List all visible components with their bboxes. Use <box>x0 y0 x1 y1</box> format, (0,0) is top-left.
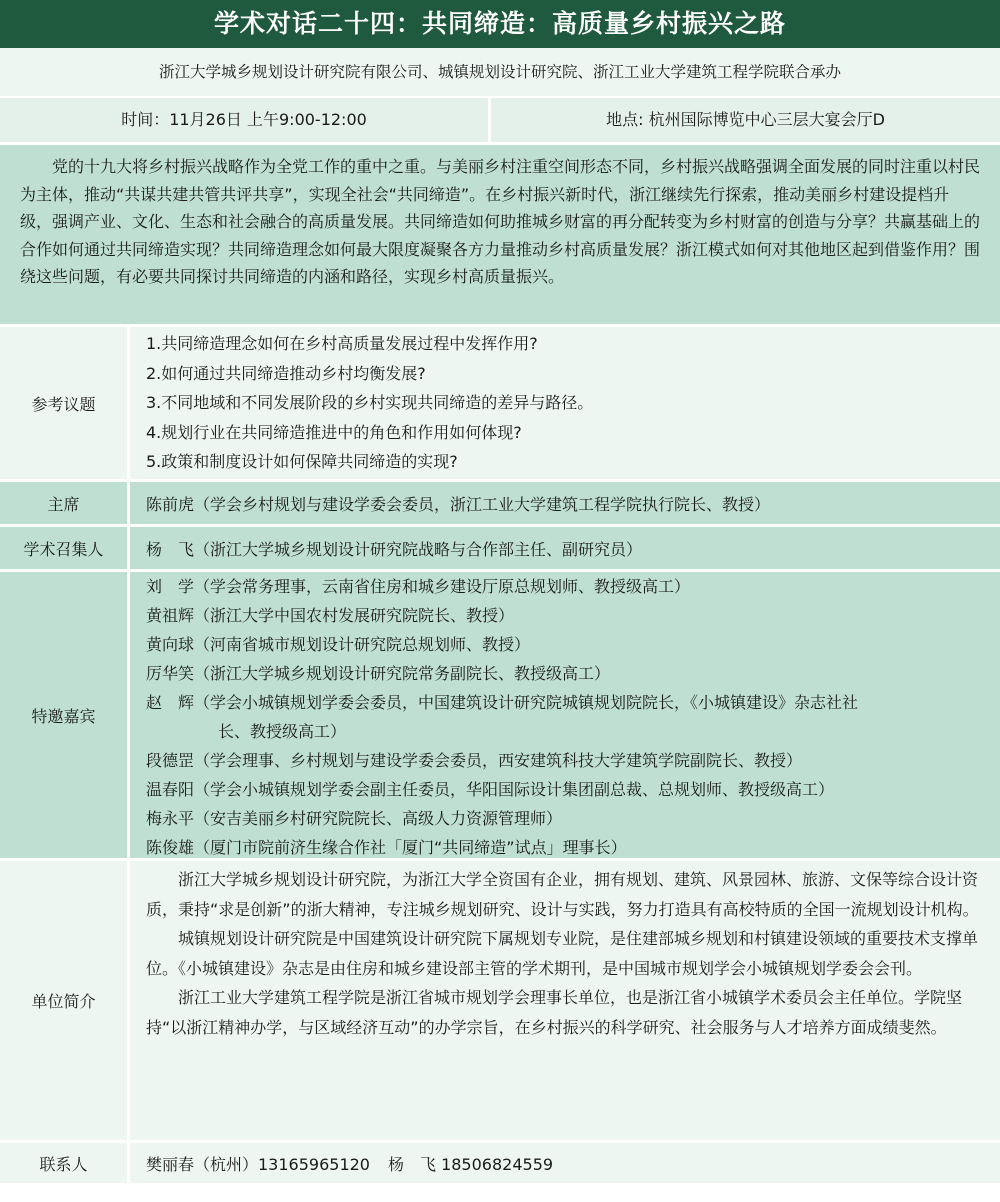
guest-item: 陈俊雄（厦门市院前济生缘合作社「厦门“共同缔造”试点」理事长） <box>146 838 627 857</box>
chair-row <box>0 482 1000 527</box>
guest-item: 赵 辉（学会小城镇规划学委会委员，中国建筑设计研究院城镇规划院院长，《小城镇建设》杂志社社 <box>146 693 859 712</box>
organizers-line: 浙江大学城乡规划设计研究院有限公司、城镇规划设计研究院、浙江工业大学建筑工程学院联合承办 <box>0 48 1000 98</box>
topics-label: 参考议题 <box>0 327 127 479</box>
topic-item: 1.共同缔造理念如何在乡村高质量发展过程中发挥作用? <box>146 334 538 353</box>
unit-paragraph: 城镇规划设计研究院是中国建筑设计研究院下属规划专业院，是住建部城乡规划和村镇建设领域的重要技术支撑单位。《小城镇建设》杂志是由住房和城乡建设部主管的学术期刊，是中国城市规划学会小城镇规划学委会会刊。 <box>146 929 979 978</box>
topic-item: 3.不同地域和不同发展阶段的乡村实现共同缔造的差异与路径。 <box>146 393 594 412</box>
topic-item: 5.政策和制度设计如何保障共同缔造的实现? <box>146 452 458 471</box>
guest-item-continued: 长、教授级高工） <box>218 722 347 741</box>
contact-first: 樊丽春（杭州）13165965120 <box>146 1154 370 1174</box>
guest-item: 黄向球（河南省城市规划设计研究院总规划师、教授） <box>146 635 531 654</box>
guests-row <box>0 572 1000 861</box>
guest-item: 厉华笑（浙江大学城乡规划设计研究院常务副院长、教授级高工） <box>146 664 611 683</box>
guest-item: 梅永平（安吉美丽乡村研究院院长、高级人力资源管理师） <box>146 809 563 828</box>
convener-label: 学术召集人 <box>0 527 127 569</box>
guest-item: 段德罡（学会理事、乡村规划与建设学委会委员，西安建筑科技大学建筑学院副院长、教授） <box>146 751 803 770</box>
units-text <box>127 861 1000 1140</box>
intro-paragraph: 党的十九大将乡村振兴战略作为全党工作的重中之重。与美丽乡村注重空间形态不同，乡村振兴战略强调全面发展的同时注重以村民为主体，推动“共谋共建共管共评共享”，实现全社会“共同缔造”。在乡村振兴新时代，浙江继续先行探索，推动美丽乡村建设提档升级，强调产业、文化、生态和社会融合的高质量发展。共同缔造如何助推城乡财富的再分配转变为乡村财富的创造与分享？共赢基础上的合作如何通过共同缔造实现？共同缔造理念如何最大限度凝聚各方力量推动乡村高质量发展？浙江模式如何对其他地区起到借鉴作用？围绕这些问题，有必要共同探讨共同缔造的内涵和路径，实现乡村高质量振兴。 <box>20 157 981 286</box>
topic-item: 4.规划行业在共同缔造推进中的角色和作用如何体现? <box>146 422 522 442</box>
contact-text <box>127 1143 1000 1183</box>
topics-list <box>127 327 1000 479</box>
unit-paragraph: 浙江工业大学建筑工程学院是浙江省城市规划学会理事长单位，也是浙江省小城镇学术委员会主任单位。学院坚持“以浙江精神办学，与区域经济互动”的办学宗旨，在乡村振兴的科学研究、社会服务与人才培养方面成绩斐然。 <box>146 988 963 1037</box>
unit-paragraph: 浙江大学城乡规划设计研究院，为浙江大学全资国有企业，拥有规划、建筑、风景园林、旅游、文保等综合设计资质，秉持“求是创新”的浙大精神，专注城乡规划研究、设计与实践，努力打造具有高校特质的全国一流规划设计机构。 <box>146 870 979 919</box>
contact-second: 杨 飞 18506824559 <box>387 1154 554 1174</box>
convener-text: 杨 飞（浙江大学城乡规划设计研究院战略与合作部主任、副研究员） <box>127 527 1000 569</box>
guest-item: 黄祖辉（浙江大学中国农村发展研究院院长、教授） <box>146 606 515 625</box>
chair-label: 主席 <box>0 482 127 524</box>
time-text: 时间：11月26日 上午9:00-12:00 <box>121 110 367 129</box>
guest-item: 刘 学（学会常务理事，云南省住房和城乡建设厅原总规划师、教授级高工） <box>146 577 691 596</box>
topics-row <box>0 327 1000 482</box>
guests-label: 特邀嘉宾 <box>0 572 127 858</box>
intro-section <box>0 145 1000 327</box>
contact-label: 联系人 <box>0 1143 127 1183</box>
location-text: 地点: 杭州国际博览中心三层大宴会厅D <box>488 98 1000 142</box>
chair-text: 陈前虎（学会乡村规划与建设学委会委员，浙江工业大学建筑工程学院执行院长、教授） <box>127 482 1000 524</box>
topic-item: 2.如何通过共同缔造推动乡村均衡发展? <box>146 363 426 383</box>
time-location-row <box>0 98 1000 145</box>
units-label: 单位简介 <box>0 861 127 1140</box>
guest-item: 温春阳（学会小城镇规划学委会副主任委员，华阳国际设计集团副总裁、总规划师、教授级高工） <box>146 780 835 799</box>
convener-row <box>0 527 1000 572</box>
units-row <box>0 861 1000 1143</box>
guests-list <box>127 572 1000 858</box>
page-title: 学术对话二十四：共同缔造：高质量乡村振兴之路 <box>0 0 1000 48</box>
contact-row <box>0 1143 1000 1183</box>
